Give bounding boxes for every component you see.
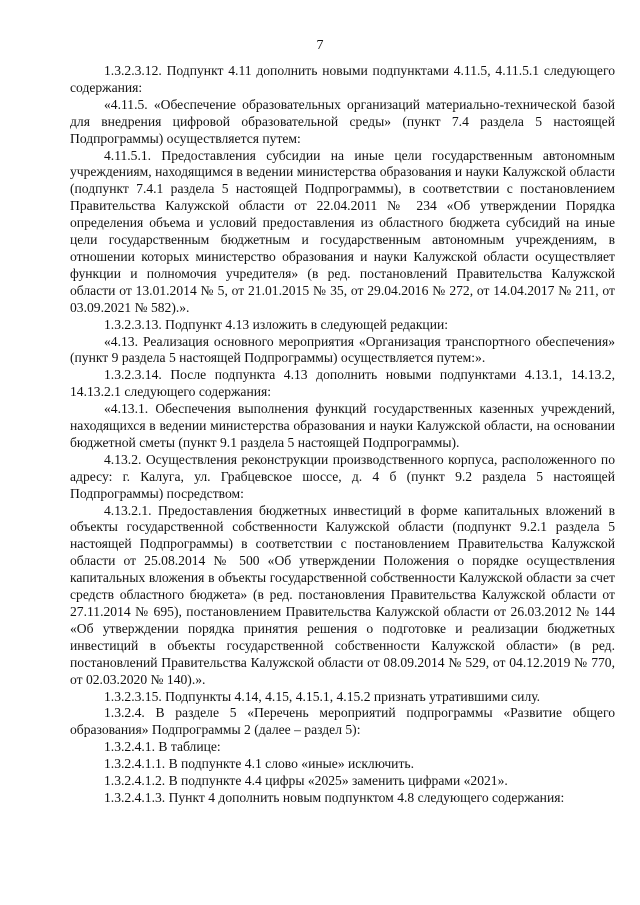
paragraph-1-3-2-3-12: 1.3.2.3.12. Подпункт 4.11 дополнить новыми подпунктами 4.11.5, 4.11.5.1 следующего содержания: <box>70 63 615 95</box>
paragraph-1-3-2-4-1-1: 1.3.2.4.1.1. В подпункте 4.1 слово «иные» исключить. <box>104 756 414 772</box>
paragraph-4-13: «4.13. Реализация основного мероприятия «Организация транспортного обеспечения» (пункт 9 раздела 5 настоящей Подпрограммы) осуществляется путем:». <box>70 333 615 366</box>
paragraph-1-3-2-4-1-2: 1.3.2.4.1.2. В подпункте 4.4 цифры «2025» заменить цифрами «2021». <box>104 773 508 789</box>
paragraph-1-3-2-3-15: 1.3.2.3.15. Подпункты 4.14, 4.15, 4.15.1, 4.15.2 признать утратившими силу. <box>104 688 541 704</box>
paragraph-1-3-2-4: 1.3.2.4. В разделе 5 «Перечень мероприятий подпрограммы «Развитие общего образования» Подпрограммы 2 (далее – раздел 5): <box>70 705 615 738</box>
page-number: 7 <box>316 38 324 53</box>
paragraph-1-3-2-4-1-3: 1.3.2.4.1.3. Пункт 4 дополнить новым подпунктом 4.8 следующего содержания: <box>104 789 565 805</box>
paragraph-4-13-2-1: 4.13.2.1. Предоставления бюджетных инвестиций в форме капитальных вложений в объекты государственной собственности Калужской области (подпункт 9.2.1 раздела 5 настоящей Подпрограммы) в соответствии с постановлением Правительства Калужской области от 25.08.2014 № 500 «Об утверждении Положения о порядке осуществления капитальных вложения в объекты государственной собственности Калужской области за счет средств областного бюджета» (в ред. постановления Правительства Калужской области от 27.11.2014 № 695), постановлением Правительства Калужской области от 26.03.2012 № 144 «Об утверждении порядка принятия решения о подготовке и реализации бюджетных инвестиций в объекты государственной собственности Калужской области» (в ред. постановлений Правительства Калужской области от 08.09.2014 № 529, от 04.12.2019 № 770, от 02.03.2020 № 140).». <box>70 502 615 687</box>
paragraph-4-13-2: 4.13.2. Осуществления реконструкции производственного корпуса, расположенного по адресу: г. Калуга, ул. Грабцевское шоссе, д. 4 б (пункт 9.2 раздела 5 настоящей Подпрограммы) посредством: <box>70 451 615 501</box>
document-body <box>70 63 615 807</box>
paragraph-1-3-2-3-14: 1.3.2.3.14. После подпункта 4.13 дополнить новыми подпунктами 4.13.1, 14.13.2, 14.13.2.1 следующего содержания: <box>70 367 615 400</box>
paragraph-4-11-5: «4.11.5. «Обеспечение образовательных организаций материально-технической базой для внедрения цифровой образовательной среды» (пункт 7.4 раздела 5 настоящей Подпрограммы) осуществляется путем: <box>70 96 615 146</box>
paragraph-4-13-1: «4.13.1. Обеспечения выполнения функций государственных казенных учреждений, находящихся в ведении министерства образования и науки Калужской области, на основании бюджетной сметы (пункт 9.1 раздела 5 настоящей Подпрограммы). <box>70 401 615 450</box>
paragraph-1-3-2-4-1: 1.3.2.4.1. В таблице: <box>104 739 221 755</box>
paragraph-1-3-2-3-13: 1.3.2.3.13. Подпункт 4.13 изложить в следующей редакции: <box>104 316 449 332</box>
paragraph-4-11-5-1: 4.11.5.1. Предоставления субсидии на иные цели государственным автономным учреждениям, находящимся в ведении министерства образования и науки Калужской области (подпункт 7.4.1 раздела 5 настоящей Подпрограммы), в соответствии с постановлением Правительства Калужской области от 22.04.2011 № 234 «Об утверждении Порядка определения объема и условий предоставления из областного бюджета субсидий на иные цели государственным бюджетным и государственным автономным учреждениям, в отношении которых министерство образования и науки Калужской области осуществляет функции и полномочия учредителя» (в ред. постановлений Правительства Калужской области от 13.01.2014 № 5, от 21.01.2015 № 35, от 29.04.2016 № 272, от 14.04.2017 № 211, от 03.09.2021 № 582).». <box>70 147 615 315</box>
